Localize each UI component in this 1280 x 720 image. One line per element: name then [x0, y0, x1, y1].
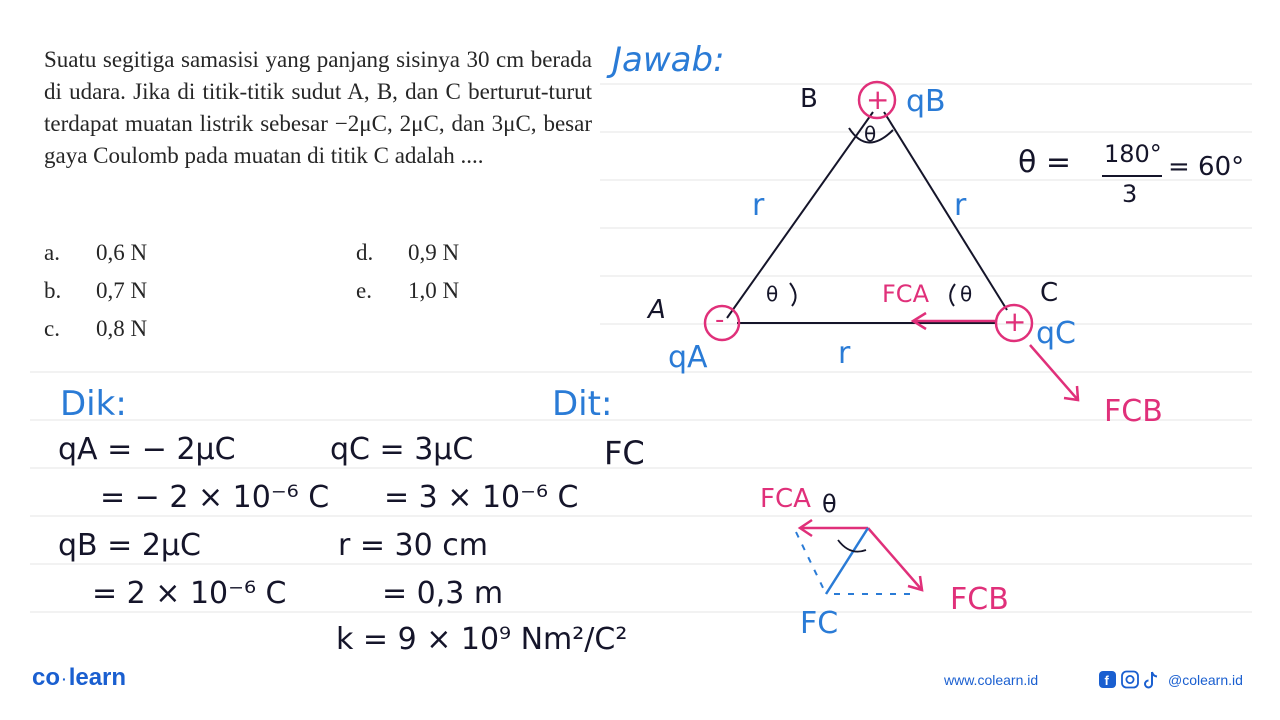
dit-value: FC	[604, 434, 645, 472]
tiktok-icon[interactable]	[1145, 672, 1157, 688]
label-fca: FCA	[882, 280, 929, 308]
label-fcb: FCB	[1104, 394, 1163, 429]
label-qc: qC	[1036, 316, 1076, 351]
option-d[interactable]: d. 0,9 N	[356, 240, 460, 265]
instagram-icon[interactable]	[1122, 672, 1138, 688]
label-r-ac: r	[838, 336, 851, 371]
label-r-bc: r	[954, 188, 967, 223]
vector-label-fca: FCA	[760, 484, 811, 514]
label-qa: qA	[668, 340, 708, 375]
dik-qa-1: qA = − 2μC	[58, 432, 236, 467]
dashed-parallel	[796, 532, 826, 594]
dik-qc-1: qC = 3μC	[330, 432, 474, 467]
dik-qb-2: = 2 × 10⁻⁶ C	[92, 576, 287, 611]
facebook-icon[interactable]	[1099, 671, 1116, 688]
theta-a: θ	[766, 282, 779, 306]
dik-qa-2: = − 2 × 10⁻⁶ C	[100, 480, 330, 515]
label-r-ab: r	[752, 188, 765, 223]
dik-qb-1: qB = 2μC	[58, 528, 201, 563]
charge-b-sign: +	[866, 83, 890, 116]
dit-heading: Dit:	[552, 384, 613, 424]
theta-eq-rhs: = 60°	[1168, 152, 1245, 182]
vector-label-fc: FC	[800, 606, 839, 641]
dik-k: k = 9 × 10⁹ Nm²/C²	[336, 622, 628, 657]
label-c: C	[1040, 278, 1059, 308]
jawab-heading: Jawab:	[612, 40, 725, 80]
theta-c: θ	[960, 282, 973, 306]
theta-b: θ	[864, 122, 877, 146]
dik-heading: Dik:	[60, 384, 127, 424]
label-b: B	[800, 84, 818, 114]
website-link[interactable]: www.colearn.id	[944, 672, 1039, 688]
dik-qc-2: = 3 × 10⁻⁶ C	[384, 480, 579, 515]
social-icons	[1098, 670, 1162, 695]
theta-eq-denominator: 3	[1122, 180, 1138, 208]
problem-text: Suatu segitiga samasisi yang panjang sisinya 30 cm berada di udara. Jika di titik-titik sudut A, B, dan C berturut-turut terdapat muatan listrik sebesar −2μC, 2μC, dan 3μC, besar gaya Coulomb pada muatan di titik C adalah ....	[44, 47, 592, 168]
vector-theta: θ	[822, 490, 837, 518]
colearn-logo: co ·learn	[32, 664, 127, 691]
angle-arc-vector	[838, 540, 866, 552]
option-c[interactable]: c. 0,8 N	[44, 316, 148, 341]
charge-c-sign: +	[1003, 305, 1027, 338]
option-e[interactable]: e. 1,0 N	[356, 278, 460, 303]
svg-text:f: f	[1104, 673, 1109, 688]
dik-r-1: r = 30 cm	[338, 528, 488, 563]
theta-eq-lhs: θ =	[1018, 145, 1072, 180]
label-a: A	[648, 295, 666, 325]
charge-a-sign: -	[715, 305, 725, 335]
option-b[interactable]: b. 0,7 N	[44, 278, 148, 303]
social-handle[interactable]: @colearn.id	[1168, 672, 1243, 688]
vector-fcb	[868, 528, 922, 590]
theta-eq-numerator: 180°	[1104, 140, 1162, 168]
vector-label-fcb: FCB	[950, 582, 1009, 617]
dik-r-2: = 0,3 m	[382, 576, 504, 611]
vector-fc	[826, 528, 868, 594]
option-a[interactable]: a. 0,6 N	[44, 240, 148, 265]
label-qb: qB	[906, 84, 946, 119]
